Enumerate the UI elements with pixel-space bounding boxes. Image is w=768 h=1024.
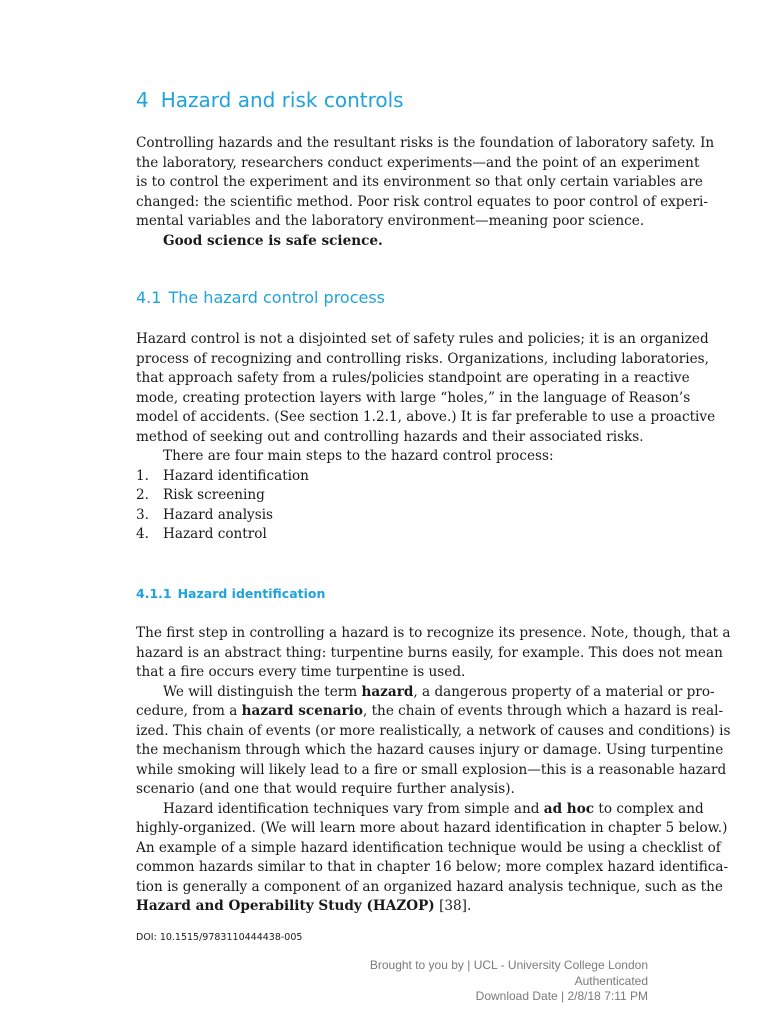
text-line: that approach safety from a rules/policies standpoint are operating in a reactive	[136, 370, 690, 386]
steps-intro: There are four main steps to the hazard control process:	[163, 448, 554, 464]
subsection-number: 4.1.1	[136, 586, 172, 601]
term-hazop: Hazard and Operability Study (HAZOP)	[136, 898, 435, 914]
term-hazard: hazard	[361, 683, 414, 700]
text-line: the laboratory, researchers conduct experiments—and the point of an experiment	[136, 154, 700, 171]
text-line: that a fire occurs every time turpentine is used.	[136, 664, 466, 680]
list-item-label: Hazard control	[163, 526, 267, 542]
text-line: mental variables and the laboratory environment—meaning poor science.	[136, 213, 645, 229]
text-line: hazard is an abstract thing: turpentine burns easily, for example. This does not mean	[136, 644, 723, 661]
chapter-number: 4	[136, 88, 149, 112]
list-item	[136, 467, 687, 487]
text-line: Hazard control is not a disjointed set of safety rules and policies; it is an organized	[136, 331, 709, 347]
list-item-number: 2.	[136, 487, 149, 503]
footer-line: Authenticated	[574, 973, 648, 988]
chapter-title: Hazard and risk controls	[160, 88, 404, 112]
subsection-title: Hazard identification	[177, 586, 326, 601]
term-hazard-scenario: hazard scenario	[241, 703, 363, 719]
doi-text: DOI: 10.1515/9783110444438-005	[136, 932, 303, 943]
text-line: process of recognizing and controlling risks. Organizations, including laboratories,	[136, 350, 709, 367]
citation: [38].	[434, 898, 472, 914]
section-paragraph	[136, 330, 716, 545]
list-item-number: 3.	[136, 506, 149, 523]
subsection-heading	[136, 586, 325, 601]
motto-line	[136, 232, 687, 252]
text-run: to complex and	[594, 800, 704, 817]
chapter-heading	[136, 88, 404, 112]
footer-line: Brought to you by | UCL - University College London	[369, 958, 648, 972]
text-line: model of accidents. (See section 1.2.1, above.) It is far preferable to use a proactive	[136, 409, 716, 425]
list-item-number: 4.	[136, 526, 149, 542]
text-line: mode, creating protection layers with large “holes,” in the language of Reason’s	[136, 389, 691, 406]
motto: Good science is safe science.	[163, 232, 383, 249]
text-line: scenario (and one that would require further analysis).	[136, 781, 515, 797]
text-line: tion is generally a component of an organized hazard analysis technique, such as the	[136, 878, 723, 895]
section-title: The hazard control process	[168, 288, 386, 307]
text-line: is to control the experiment and its environment so that only certain variables are	[136, 174, 703, 190]
text-line: Controlling hazards and the resultant risks is the foundation of laboratory safety. In	[136, 135, 715, 151]
list-item-label: Risk screening	[163, 487, 265, 503]
footer-line: Download Date | 2/8/18 7:11 PM	[475, 989, 648, 1003]
text-line	[136, 800, 704, 820]
list-item	[136, 506, 687, 526]
text-line	[136, 702, 724, 722]
text-line: An example of a simple hazard identification technique would be using a checklist of	[136, 839, 721, 856]
text-line	[136, 897, 687, 917]
text-line	[136, 683, 715, 703]
list-item-label: Hazard identification	[163, 467, 309, 484]
text-line: the mechanism through which the hazard causes injury or damage. Using turpentine	[136, 742, 724, 758]
section-heading	[136, 288, 385, 307]
list-item-number: 1.	[136, 467, 149, 484]
text-line: method of seeking out and controlling hazards and their associated risks.	[136, 428, 644, 445]
list-item	[136, 525, 687, 545]
text-line: changed: the scientific method. Poor risk control equates to poor control of experi-	[136, 193, 708, 210]
intro-paragraph	[136, 134, 715, 251]
hazard-identification-body	[136, 624, 731, 917]
text-line: common hazards similar to that in chapter 16 below; more complex hazard identifica-	[136, 859, 729, 875]
text-line: highly-organized. (We will learn more about hazard identification in chapter 5 below.)	[136, 820, 728, 836]
list-item	[136, 486, 687, 506]
list-item-label: Hazard analysis	[163, 506, 274, 523]
section-number: 4.1	[136, 288, 162, 307]
text-line: The first step in controlling a hazard is to recognize its presence. Note, though, that a	[136, 625, 731, 641]
text-line: while smoking will likely lead to a fire or small explosion—this is a reasonable hazard	[136, 761, 727, 778]
download-footer	[370, 958, 648, 1005]
text-run: , the chain of events through which a hazard is real-	[362, 703, 724, 719]
text-run: cedure, from a	[136, 703, 242, 719]
text-line: ized. This chain of events (or more realistically, a network of causes and conditions) is	[136, 722, 731, 739]
term-ad-hoc: ad hoc	[543, 800, 595, 817]
text-run: , a dangerous property of a material or pro-	[413, 683, 715, 700]
text-run: Hazard identification techniques vary from simple and	[163, 800, 544, 817]
text-run: We will distinguish the term	[163, 683, 362, 700]
